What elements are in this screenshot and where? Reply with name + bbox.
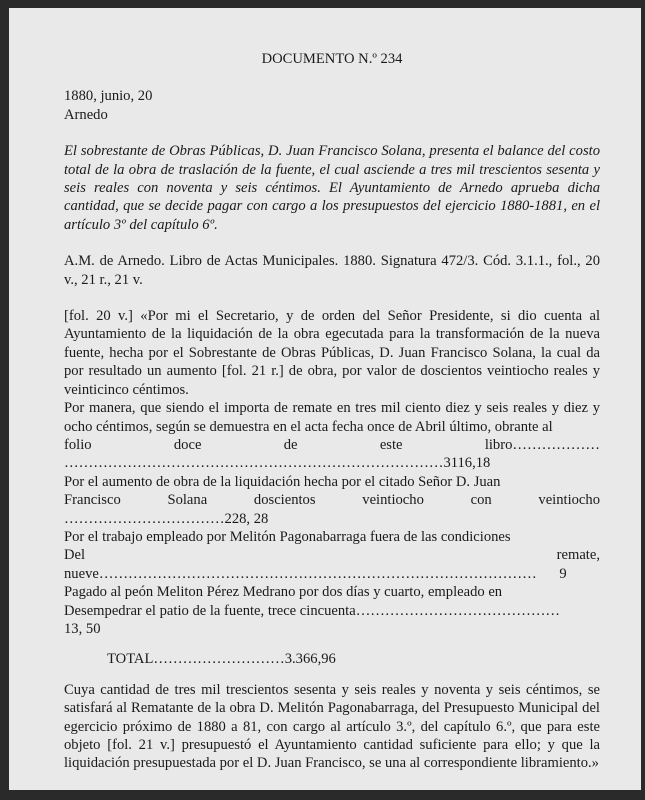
- item-2-line-2: Francisco Solana doscientos veintiocho con veintiocho: [64, 492, 600, 509]
- item-2-line-1: Por el aumento de obra de la liquidación hecha por el citado Señor D. Juan: [64, 473, 501, 490]
- document-body: [64, 50, 600, 773]
- page-border-right: [641, 0, 645, 800]
- document-source: A.M. de Arnedo. Libro de Actas Municipales. 1880. Signatura 472/3. Cód. 3.1.1., fol., 20 v., 21 r., 21 v.: [64, 253, 600, 288]
- closing-paragraph: Cuya cantidad de tres mil trescientos sesenta y seis reales y noventa y seis céntimos, se satisfará al Rematante de la obra D. Melitón Pagonabarraga, del Presupuesto Municipal del egercicio próximo de 1880 a 81, con cargo al artículo 3.º, del capítulo 6.º, que para este objeto [fol. 21 v.] presupuestó el Ayuntamiento cantidad suficiente para ello; y que la liquidación presupuestada por el D. Juan Francisco, se una al correspondiente libramiento.»: [64, 681, 600, 772]
- page-border-left: [0, 0, 9, 800]
- document-summary: El sobrestante de Obras Públicas, D. Juan Francisco Solana, presenta el balance del costo total de la obra de traslación de la fuente, el cual asciende a tres mil trescientos sesenta y seis reales con noventa y seis céntimos. El Ayuntamiento de Arnedo aprueba dicha cantidad, que se decide pagar con cargo a los presupuestos del ejercicio 1880-1881, en el artículo 3º del capítulo 6º.: [64, 143, 600, 233]
- folio-line: folio doce de este libro………………: [64, 436, 600, 453]
- transcription-paragraph-1: [fol. 20 v.] «Por mi el Secretario, y de orden del Señor Presidente, si dio cuenta al Ayuntamiento de la liquidación de la obra egecutada para la transformación de la nueva fuente, hecha por el Sobrestante de Obras Públicas, D. Juan Francisco Solana, la cual da por resultado un aumento [fol. 21 r.] de obra, por valor de doscientos veintiocho reales y veinticinco céntimos.: [64, 308, 600, 398]
- document-title: DOCUMENTO N.º 234: [261, 51, 403, 67]
- page-border-top: [0, 0, 645, 8]
- page-border-bottom: [0, 790, 645, 800]
- item-4-line-2: Desempedrar el patio de la fuente, trece cincuenta……………………………………: [64, 602, 561, 619]
- item-3-amount: nueve……………………………………………………………………………… 9: [64, 565, 567, 582]
- transcription-paragraph-2: Por manera, que siendo el importa de remate en tres mil ciento diez y seis reales y diez y ocho céntimos, según se demuestra en el acta fecha once de Abril último, obrante al: [64, 400, 600, 435]
- total-line: TOTAL………………………3.366,96: [107, 651, 336, 668]
- item-3-line-1: Por el trabajo empleado por Melitón Pagonabarraga fuera de las condiciones: [64, 528, 511, 545]
- item-4-amount: 13, 50: [64, 620, 101, 637]
- item-3-line-2: Del remate,: [64, 547, 600, 564]
- item-1-amount: ……………………………………………………………………3116,18: [64, 455, 491, 472]
- document-date: 1880, junio, 20: [64, 88, 153, 105]
- document-place: Arnedo: [64, 106, 108, 123]
- item-4-line-1: Pagado al peón Meliton Pérez Medrano por dos días y cuarto, empleado en: [64, 584, 503, 601]
- item-2-amount: ……………………………228, 28: [64, 510, 269, 527]
